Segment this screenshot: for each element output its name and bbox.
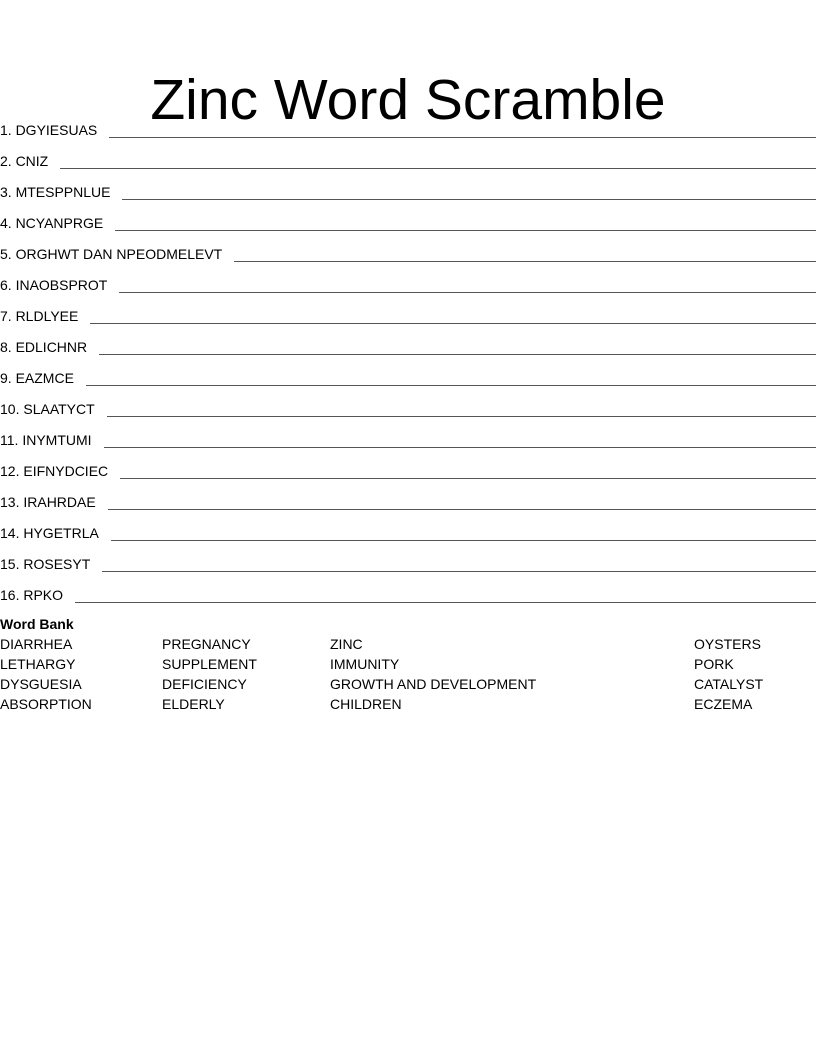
answer-line[interactable] (111, 540, 816, 541)
scramble-item (0, 512, 816, 543)
answer-line[interactable] (75, 602, 816, 603)
scrambled-word: 4. NCYANPRGE (0, 215, 104, 231)
scramble-item (0, 574, 816, 605)
word-bank-word: DEFICIENCY (162, 676, 247, 692)
word-bank-word: ECZEMA (694, 696, 753, 712)
answer-line[interactable] (86, 385, 816, 386)
scramble-item (0, 357, 816, 388)
scramble-item (0, 419, 816, 450)
word-bank-column (330, 634, 536, 714)
scrambled-word: 1. DGYIESUAS (0, 122, 98, 138)
scramble-list (0, 109, 816, 605)
scrambled-word: 8. EDLICHNR (0, 339, 88, 355)
word-bank-word: PORK (694, 656, 734, 672)
answer-line[interactable] (234, 261, 816, 262)
scramble-item (0, 109, 816, 140)
scrambled-word: 7. RLDLYEE (0, 308, 79, 324)
word-bank-word: DYSGUESIA (0, 676, 82, 692)
scramble-item (0, 233, 816, 264)
answer-line[interactable] (115, 230, 816, 231)
scrambled-word: 12. EIFNYDCIEC (0, 463, 109, 479)
answer-line[interactable] (99, 354, 816, 355)
word-bank-word: DIARRHEA (0, 636, 73, 652)
scrambled-word: 14. HYGETRLA (0, 525, 99, 541)
scrambled-word: 15. ROSESYT (0, 556, 91, 572)
word-bank-word: CHILDREN (330, 696, 402, 712)
scrambled-word: 9. EAZMCE (0, 370, 74, 386)
answer-line[interactable] (109, 137, 816, 138)
answer-line[interactable] (107, 416, 816, 417)
answer-line[interactable] (104, 447, 816, 448)
word-bank-word: IMMUNITY (330, 656, 400, 672)
scrambled-word: 16. RPKO (0, 587, 64, 603)
scramble-item (0, 295, 816, 326)
answer-line[interactable] (122, 199, 816, 200)
scrambled-word: 13. IRAHRDAE (0, 494, 96, 510)
word-bank-column (162, 634, 257, 714)
scrambled-word: 3. MTESPPNLUE (0, 184, 111, 200)
word-bank-word: LETHARGY (0, 656, 76, 672)
word-bank-word: OYSTERS (694, 636, 761, 652)
answer-line[interactable] (102, 571, 816, 572)
scrambled-word: 6. INAOBSPROT (0, 277, 108, 293)
scramble-item (0, 264, 816, 295)
word-bank-word: GROWTH AND DEVELOPMENT (330, 676, 537, 692)
word-bank-word: ABSORPTION (0, 696, 92, 712)
word-bank-column (0, 634, 92, 714)
answer-line[interactable] (120, 478, 816, 479)
answer-line[interactable] (119, 292, 816, 293)
scrambled-word: 2. CNIZ (0, 153, 49, 169)
word-bank-word: SUPPLEMENT (162, 656, 257, 672)
word-bank-word: ELDERLY (162, 696, 225, 712)
answer-line[interactable] (90, 323, 816, 324)
page-title: Zinc Word Scramble (150, 68, 666, 133)
word-bank-column (694, 634, 763, 714)
scramble-item (0, 171, 816, 202)
scrambled-word: 11. INYMTUMI (0, 432, 92, 448)
scrambled-word: 10. SLAATYCT (0, 401, 95, 417)
scramble-item (0, 326, 816, 357)
word-bank (0, 614, 816, 714)
scramble-item (0, 202, 816, 233)
scramble-item (0, 481, 816, 512)
answer-line[interactable] (108, 509, 816, 510)
word-bank-word: ZINC (330, 636, 363, 652)
word-bank-word: PREGNANCY (162, 636, 251, 652)
scrambled-word: 5. ORGHWT DAN NPEODMELEVT (0, 246, 223, 262)
scramble-item (0, 140, 816, 171)
scramble-item (0, 450, 816, 481)
word-bank-grid (0, 634, 816, 714)
word-bank-title: Word Bank (0, 616, 74, 632)
answer-line[interactable] (60, 168, 816, 169)
word-bank-word: CATALYST (694, 676, 764, 692)
scramble-item (0, 388, 816, 419)
scramble-item (0, 543, 816, 574)
